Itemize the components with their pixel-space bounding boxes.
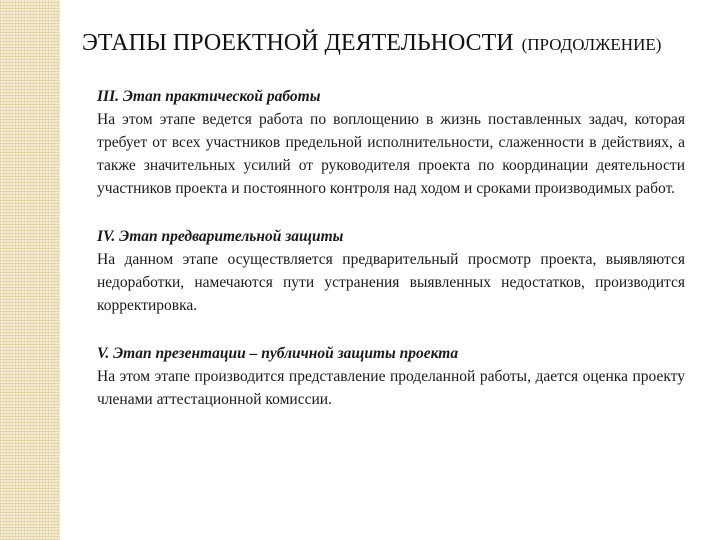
section-heading: V. Этап презентации – публичной защиты проекта <box>97 345 459 362</box>
slide-content <box>97 85 685 436</box>
decorative-side-strip <box>0 0 60 540</box>
section-body: На этом этапе ведется работа по воплощению в жизнь поставленных задач, которая требует от всех участников предельной исполнительности, слаженности в действиях, а также значительных усилий от руководителя проекта по координации деятельности участников проекта и постоянного контроля над ходом и сроками производимых работ. <box>97 111 685 197</box>
section-body: На данном этапе осуществляется предварительный просмотр проекта, выявляются недоработки, намечаются пути устранения выявленных недостатков, производится корректировка. <box>97 251 685 314</box>
section-stage-5 <box>97 342 685 411</box>
section-heading: III. Этап практической работы <box>97 88 321 105</box>
section-stage-3 <box>97 85 685 200</box>
section-heading: IV. Этап предварительной защиты <box>97 228 344 245</box>
section-stage-4 <box>97 225 685 317</box>
slide-title-continuation: (ПРОДОЛЖЕНИЕ) <box>521 35 662 54</box>
slide-title-main: ЭТАПЫ ПРОЕКТНОЙ ДЕЯТЕЛЬНОСТИ <box>82 30 514 56</box>
slide-title <box>82 22 718 62</box>
section-body: На этом этапе производится представление проделанной работы, дается оценка проекту членами аттестационной комиссии. <box>97 368 685 408</box>
